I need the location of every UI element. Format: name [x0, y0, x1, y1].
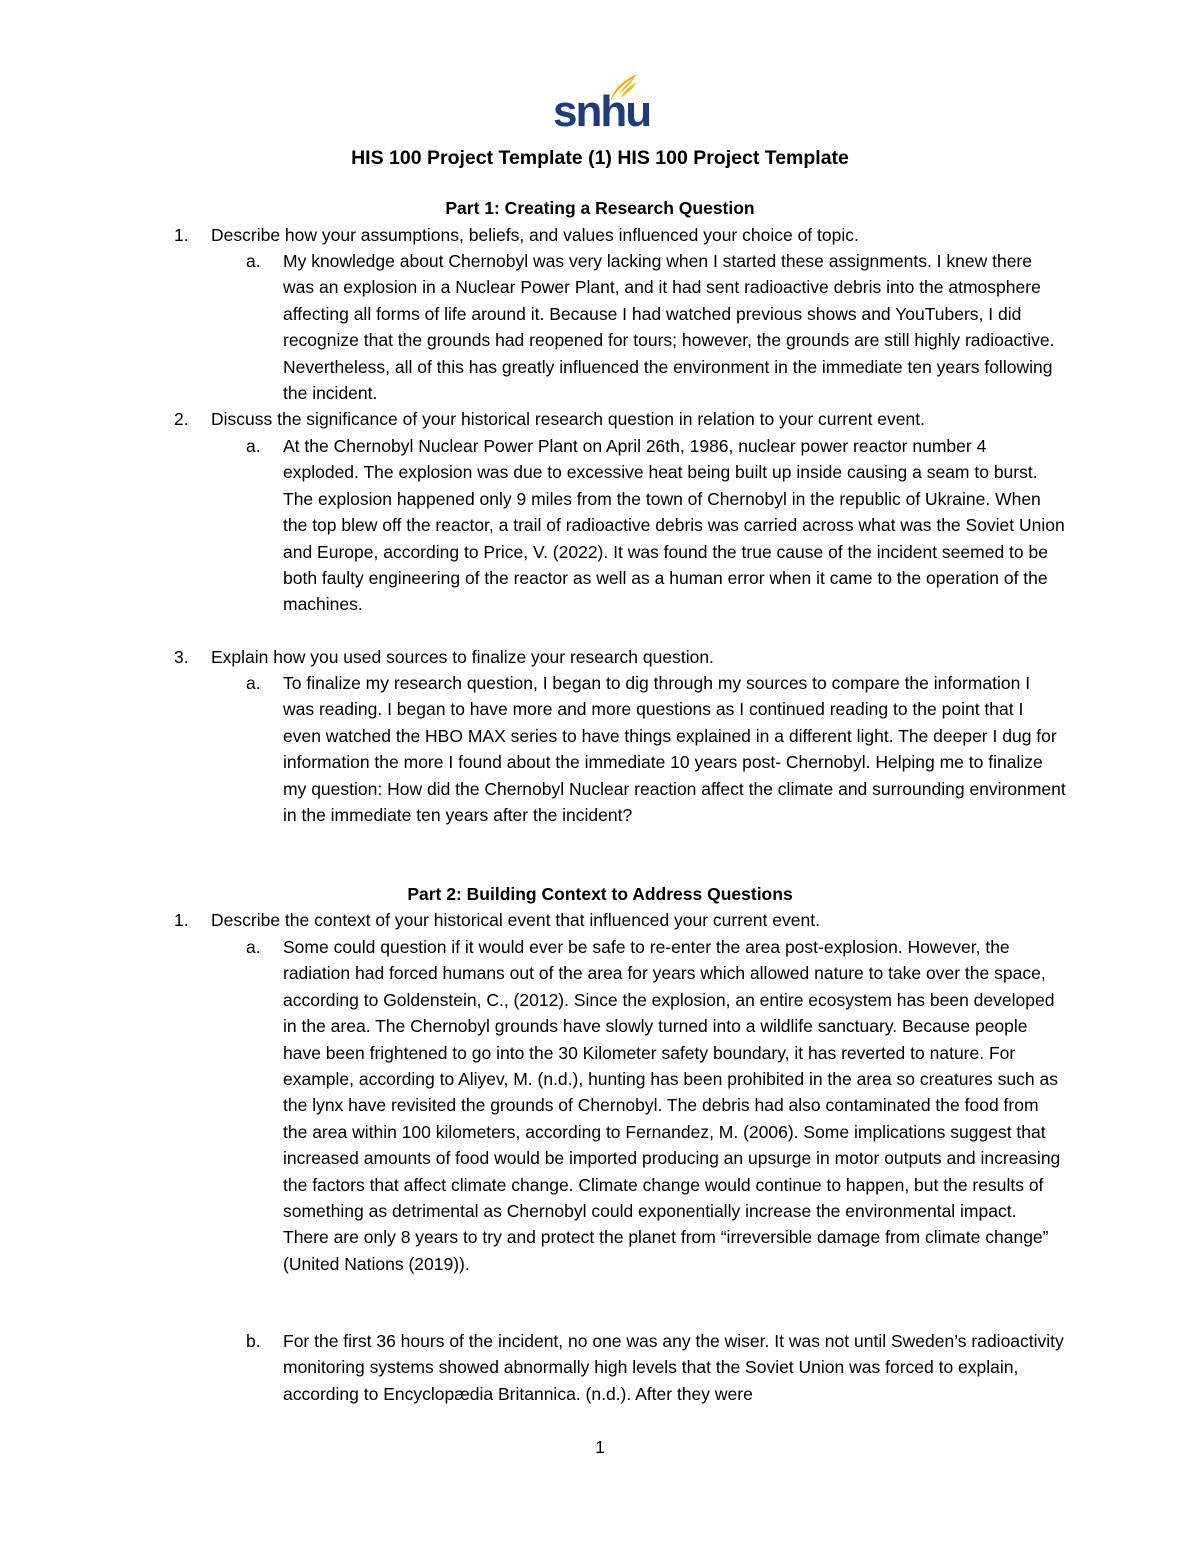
list-number: 3.	[174, 647, 189, 667]
snhu-logo	[553, 72, 651, 136]
list-number: 1.	[174, 910, 189, 930]
part2-heading: Part 2: Building Context to Address Questions	[407, 884, 793, 904]
list-letter: b.	[246, 1331, 261, 1351]
question-text: Discuss the significance of your historical research question in relation to your current event.	[211, 409, 925, 429]
question-text: Explain how you used sources to finalize your research question.	[211, 647, 714, 667]
answer-text: Some could question if it would ever be safe to re-enter the area post-explosion. However, the radiation had forced humans out of the area for years which allowed nature to take over the space, according to Goldenstein, C., (2012). Since the explosion, an entire ecosystem has been developed in the area. The Chernobyl grounds have slowly turned into a wildlife sanctuary. Because people have been frightened to go into the 30 Kilometer safety boundary, it has reverted to nature. For example, according to Aliyev, M. (n.d.), hunting has been prohibited in the area so creatures such as the lynx have revisited the grounds of Chernobyl. The debris had also contaminated the food from the area within 100 kilometers, according to Fernandez, M. (2006). Some implications suggest that increased amounts of food would be imported producing an upsurge in motor outputs and increasing the factors that affect climate change. Climate change would continue to happen, but the results of something as detrimental as Chernobyl could exponentially increase the environmental impact. There are only 8 years to try and protect the planet from “irreversible damage from climate change” (United Nations (2019)).	[283, 937, 1061, 1274]
list-number: 1.	[174, 225, 189, 245]
page-number: 1	[595, 1437, 605, 1457]
part2-answer-1a	[246, 934, 1066, 1277]
part2-answer-1b	[246, 1328, 1066, 1407]
list-letter: a.	[246, 436, 261, 456]
part1-heading: Part 1: Creating a Research Question	[445, 198, 755, 218]
answer-text: To finalize my research question, I began to dig through my sources to compare the information I was reading. I began to have more and more questions as I continued reading to the point that I even watched the HBO MAX series to have things explained in a different light. The deeper I dug for information the more I found about the immediate 10 years post- Chernobyl. Helping me to finalize my question: How did the Chernobyl Nuclear reaction affect the climate and surrounding environment in the immediate ten years after the incident?	[283, 673, 1066, 826]
list-letter: a.	[246, 937, 261, 957]
answer-text: At the Chernobyl Nuclear Power Plant on April 26th, 1986, nuclear power reactor number 4 exploded. The explosion was due to excessive heat being built up inside causing a seam to burst. The explosion happened only 9 miles from the town of Chernobyl in the republic of Ukraine. When the top blew off the reactor, a trail of radioactive debris was carried across what was the Soviet Union and Europe, according to Price, V. (2022). It was found the true cause of the incident seemed to be both faulty engineering of the reactor as well as a human error when it came to the operation of the machines.	[283, 436, 1065, 615]
list-number: 2.	[174, 409, 189, 429]
logo-wordmark: snhu	[553, 87, 651, 136]
answer-text: For the first 36 hours of the incident, no one was any the wiser. It was not until Sweden’s radioactivity monitoring systems showed abnormally high levels that the Soviet Union was forced to explain, according to Encyclopædia Britannica. (n.d.). After they were	[283, 1331, 1064, 1404]
question-text: Describe how your assumptions, beliefs, and values influenced your choice of topic.	[211, 225, 859, 245]
part1-answer-1a	[246, 248, 1066, 406]
question-text: Describe the context of your historical event that influenced your current event.	[211, 910, 820, 930]
part1-answer-2a	[246, 433, 1066, 618]
list-letter: a.	[246, 251, 261, 271]
document-title: HIS 100 Project Template (1) HIS 100 Project Template	[351, 147, 849, 169]
list-letter: a.	[246, 673, 261, 693]
answer-text: My knowledge about Chernobyl was very lacking when I started these assignments. I knew there was an explosion in a Nuclear Power Plant, and it had sent radioactive debris into the atmosphere affecting all forms of life around it. Because I had watched previous shows and YouTubers, I did recognize that the grounds had reopened for tours; however, the grounds are still highly radioactive. Nevertheless, all of this has greatly influenced the environment in the immediate ten years following the incident.	[283, 251, 1055, 404]
part1-answer-3a	[246, 670, 1066, 828]
